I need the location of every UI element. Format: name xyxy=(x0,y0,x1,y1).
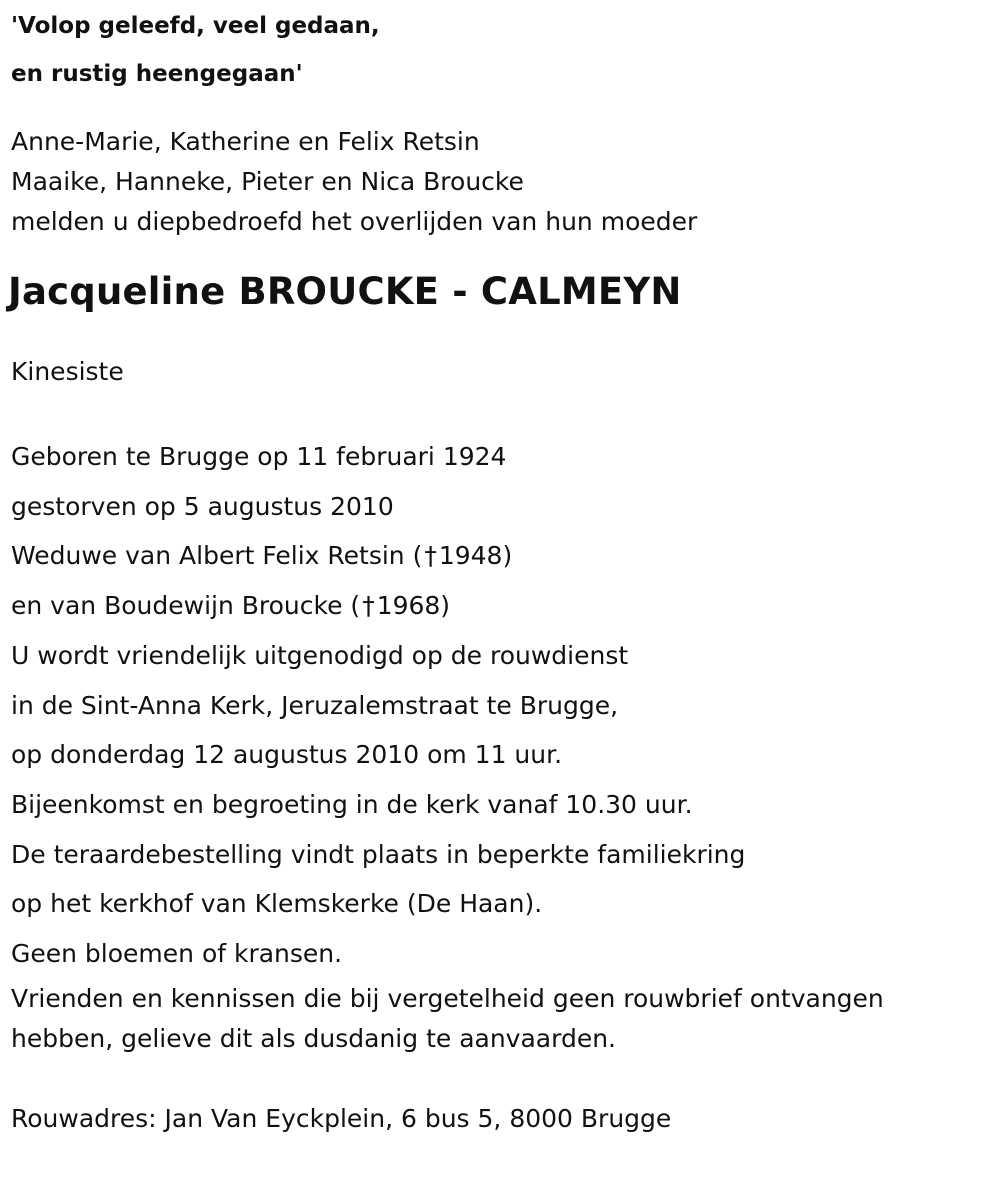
notice-line-2: hebben, gelieve dit als dusdanig te aanvaarden. xyxy=(11,1023,616,1053)
quote-line-1: 'Volop geleefd, veel gedaan, xyxy=(11,13,380,39)
second-spouse-line xyxy=(11,581,991,631)
widow-text: Weduwe van Albert Felix Retsin ( xyxy=(11,541,423,571)
invitation-line-1: U wordt vriendelijk uitgenodigd op de rouwdienst xyxy=(11,640,629,670)
second-spouse-year: 1968) xyxy=(376,591,451,621)
widow-year: 1948) xyxy=(438,541,513,571)
family-line-2: Maaike, Hanneke, Pieter en Nica Broucke xyxy=(11,167,524,196)
gathering-line: Bijeenkomst en begroeting in de kerk vanaf 10.30 uur. xyxy=(11,789,693,819)
death-line: gestorven op 5 augustus 2010 xyxy=(11,491,394,521)
family-announcement xyxy=(11,122,991,242)
invitation-line-2: in de Sint-Anna Kerk, Jeruzalemstraat te Brugge, xyxy=(11,690,619,720)
notice-paragraph xyxy=(11,979,991,1059)
invitation-line-3: op donderdag 12 augustus 2010 om 11 uur. xyxy=(11,740,563,770)
obituary-notice xyxy=(8,0,991,1139)
flowers-line: Geen bloemen of kransen. xyxy=(11,939,343,969)
burial-line-2: op het kerkhof van Klemskerke (De Haan). xyxy=(11,889,543,919)
family-line-1: Anne-Marie, Katherine en Felix Retsin xyxy=(11,127,480,156)
second-spouse-text: en van Boudewijn Broucke ( xyxy=(11,591,361,621)
widow-line xyxy=(11,531,991,581)
birth-line: Geboren te Brugge op 11 februari 1924 xyxy=(11,442,507,471)
obituary-details xyxy=(11,432,991,979)
mourning-address: Rouwadres: Jan Van Eyckplein, 6 bus 5, 8000 Brugge xyxy=(11,1103,672,1133)
deceased-profession: Kinesiste xyxy=(11,357,124,386)
burial-line-1: De teraardebestelling vindt plaats in beperkte familiekring xyxy=(11,839,746,869)
deceased-name: Jacqueline BROUCKE - CALMEYN xyxy=(8,270,682,313)
cross-icon: † xyxy=(424,541,437,571)
notice-line-1: Vrienden en kennissen die bij vergetelheid geen rouwbrief ontvangen xyxy=(11,983,884,1013)
quote-line-2: en rustig heengegaan' xyxy=(11,61,303,87)
cross-icon: † xyxy=(362,591,375,621)
announcement-line: melden u diepbedroefd het overlijden van hun moeder xyxy=(11,207,698,236)
memorial-quote xyxy=(11,0,991,98)
